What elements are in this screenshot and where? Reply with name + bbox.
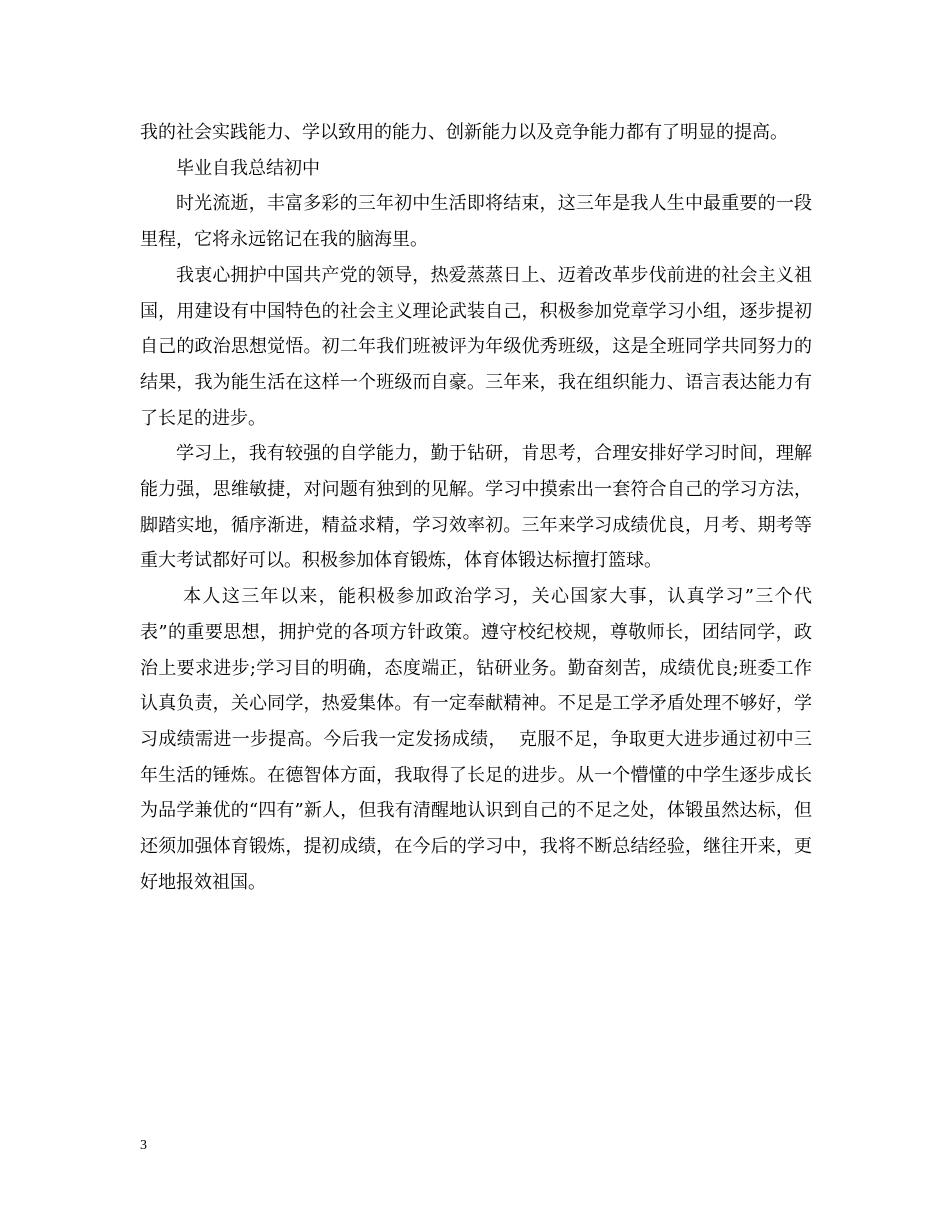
paragraph: 学习上，我有较强的自学能力，勤于钻研，肯思考，合理安排好学习时间，理解能力强，思维敏捷，对问题有独到的见解。学习中摸索出一套符合自己的学习方法，脚踏实地，循序渐进，精益求精，学习效率初。三年来学习成绩优良，月考、期考等重大考试都好可以。积极参加体育锻炼，体育体锻达标擅打篮球。: [140, 443, 812, 572]
paragraph: 时光流逝，丰富多彩的三年初中生活即将结束，这三年是我人生中最重要的一段里程，它将永远铭记在我的脑海里。: [140, 193, 812, 251]
paragraph: 我衷心拥护中国共产党的领导，热爱蒸蒸日上、迈着改革步伐前进的社会主义祖国，用建设有中国特色的社会主义理论武装自己，积极参加党章学习小组，逐步提初自己的政治思想觉悟。初二年我们班被评为年级优秀班级，这是全班同学共同努力的结果，我为能生活在这样一个班级而自豪。三年来，我在组织能力、语言表达能力有了长足的进步。: [140, 264, 812, 429]
paragraph: 本人这三年以来，能积极参加政治学习，关心国家大事，认真学习”三个代表”的重要思想，拥护党的各项方针政策。遵守校纪校规，尊敬师长，团结同学，政治上要求进步;学习目的明确，态度端正，钻研业务。勤奋刻苦，成绩优良;班委工作认真负责，关心同学，热爱集体。有一定奉献精神。不足是工学矛盾处理不够好，学习成绩需进一步提高。今后我一定发扬成绩， 克服不足，争取更大进步通过初中三年生活的锤炼。在德智体方面，我取得了长足的进步。从一个懵懂的中学生逐步成长为品学兼优的“四有”新人，但我有清醒地认识到自己的不足之处，体锻虽然达标，但还须加强体育锻炼，提初成绩，在今后的学习中，我将不断总结经验，继往开来，更好地报效祖国。: [140, 586, 812, 893]
paragraph-continuation: 我的社会实践能力、学以致用的能力、创新能力以及竞争能力都有了明显的提高。: [140, 122, 788, 143]
page-number: 3: [140, 1138, 147, 1153]
document-body: [140, 115, 812, 900]
section-heading: 毕业自我总结初中: [176, 157, 320, 179]
